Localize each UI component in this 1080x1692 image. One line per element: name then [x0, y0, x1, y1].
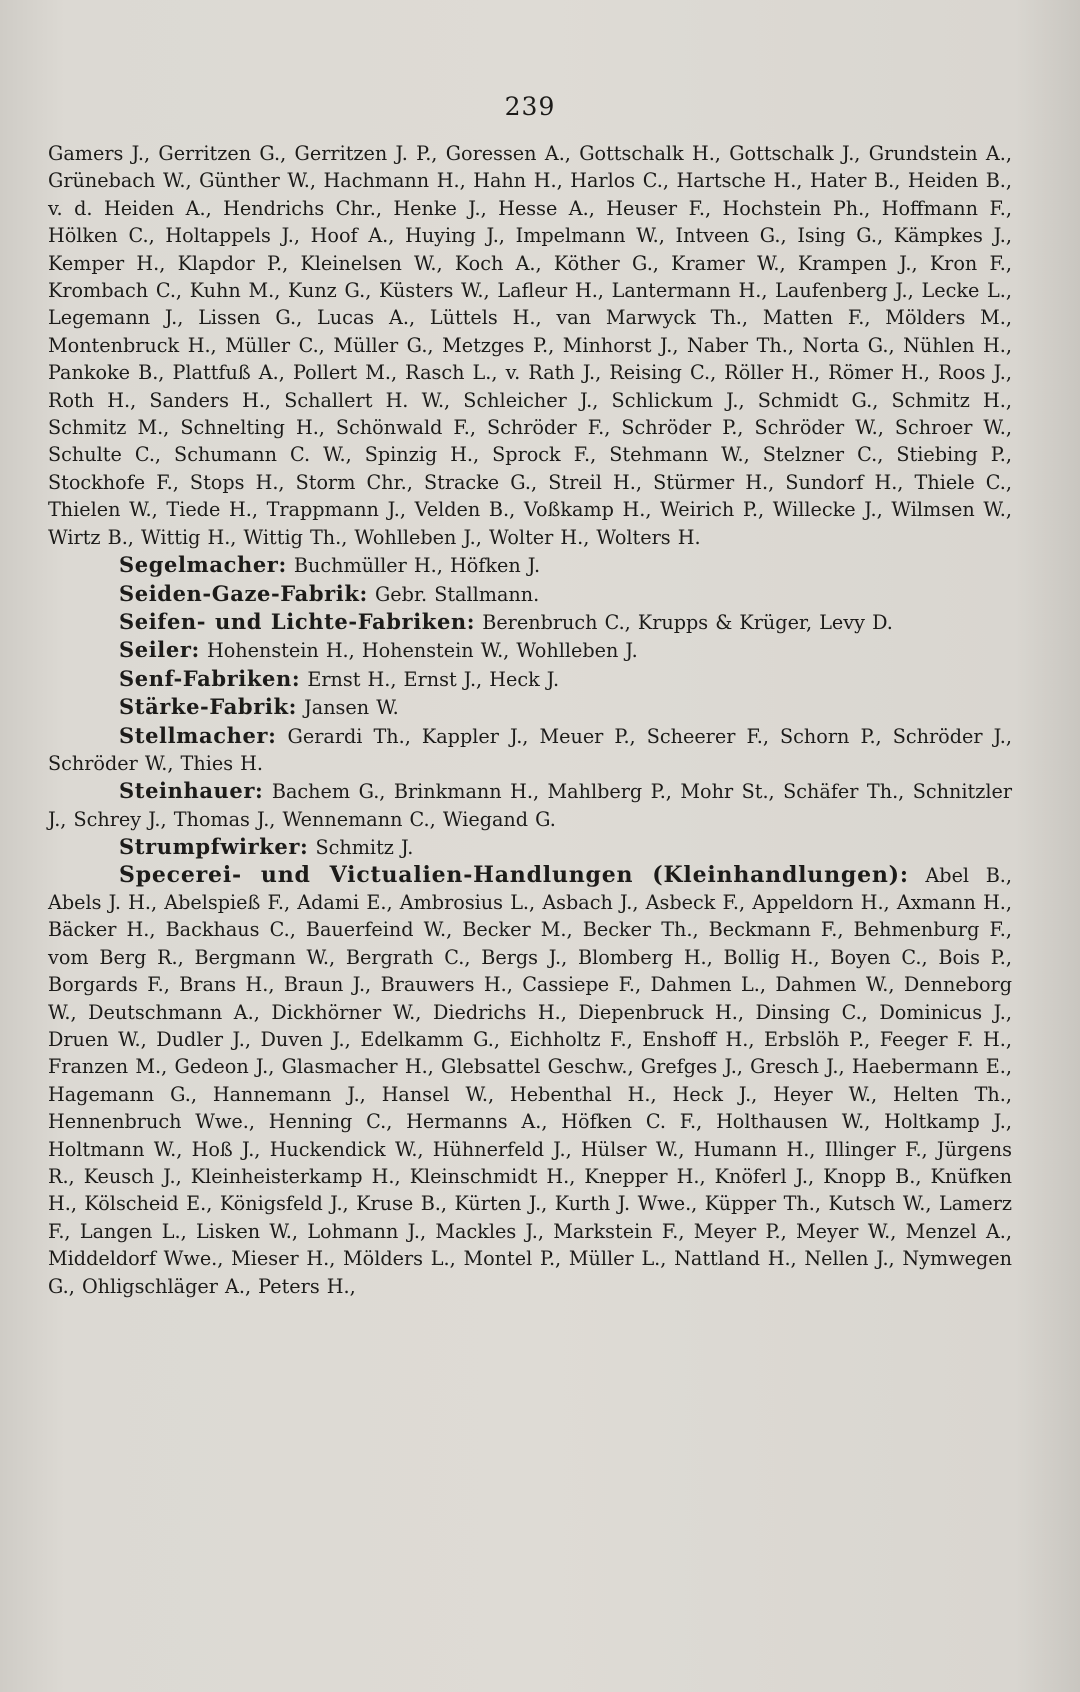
entry-text: Schmitz J. [308, 836, 414, 860]
trade-heading: Specerei- und Victualien-Handlungen (Kleinhandlungen): [119, 861, 909, 888]
trade-heading: Seiden-Gaze-Fabrik: [119, 580, 368, 606]
trade-entry-senf-fabriken [48, 665, 1012, 693]
entry-text: Gerardi Th., Kappler J., Meuer P., Scheerer F., Schorn P., Schröder J., Schröder W., Thies H. [48, 724, 1012, 775]
entry-text: Bachem G., Brinkmann H., Mahlberg P., Mohr St., Schäfer Th., Schnitzler J., Schrey J., Thomas J., Wennemann C., Wiegand G. [48, 780, 1012, 831]
entry-text: Gamers J., Gerritzen G., Gerritzen J. P., Goressen A., Gottschalk H., Gottschalk J., Grundstein A., Grünebach W., Günther W., Hachmann H., Hahn H., Harlos C., Hartsche H., Hater B., Heiden B., v. d. Heiden A., Hendrichs Chr., Henke J., Hesse A., Heuser F., Hochstein Ph., Hoffmann F., Hölken C., Holtappels J., Hoof A., Huying J., Impelmann W., Intveen G., Ising G., Kämpkes J., Kemper H., Klapdor P., Kleinelsen W., Koch A., Köther G., Kramer W., Krampen J., Kron F., Krombach C., Kuhn M., Kunz G., Küsters W., Lafleur H., Lantermann H., Laufenberg J., Lecke L., Legemann J., Lissen G., Lucas A., Lüttels H., van Marwyck Th., Matten F., Mölders M., Montenbruck H., Müller C., Müller G., Metzges P., Minhorst J., Naber Th., Norta G., Nühlen H., Pankoke B., Plattfuß A., Pollert M., Rasch L., v. Rath J., Reising C., Röller H., Römer H., Roos J., Roth H., Sanders H., Schallert H. W., Schleicher J., Schlickum J., Schmidt G., Schmitz H., Schmitz M., Schnelting H., Schönwald F., Schröder F., Schröder P., Schröder W., Schroer W., Schulte C., Schumann C. W., Spinzig H., Sprock F., Stehmann W., Stelzner C., Stiebing P., Stockhofe F., Stops H., Storm Chr., Stracke G., Streil H., Stürmer H., Sundorf H., Thiele C., Thielen W., Tiede H., Trappmann J., Velden B., Voßkamp H., Weirich P., Willecke J., Wilmsen W., Wirtz B., Wittig H., Wittig Th., Wohlleben J., Wolter H., Wolters H. [48, 142, 1012, 549]
entry-text: Abel B., Abels J. H., Abelspieß F., Adami E., Ambrosius L., Asbach J., Asbeck F., Appeldorn H., Axmann H., Bäcker H., Backhaus C., Bauerfeind W., Becker M., Becker Th., Beckmann F., Behmenburg F., vom Berg R., Bergmann W., Bergrath C., Bergs J., Blomberg H., Bollig H., Boyen C., Bois P., Borgards F., Brans H., Braun J., Brauwers H., Cassiepe F., Dahmen L., Dahmen W., Denneborg W., Deutschmann A., Dickhörner W., Diedrichs H., Diepenbruck H., Dinsing C., Dominicus J., Druen W., Dudler J., Duven J., Edelkamm G., Eichholtz F., Enshoff H., Erbslöh P., Feeger F. H., Franzen M., Gedeon J., Glasmacher H., Glebsattel Geschw., Grefges J., Gresch J., Haebermann E., Hagemann G., Hannemann J., Hansel W., Hebenthal H., Heck J., Heyer W., Helten Th., Hennenbruch Wwe., Henning C., Hermanns A., Höfken C. F., Holthausen W., Holtkamp J., Holtmann W., Hoß J., Huckendick W., Hühnerfeld J., Hülser W., Humann H., Illinger F., Jürgens R., Keusch J., Kleinheisterkamp H., Kleinschmidt H., Knepper H., Knöferl J., Knopp B., Knüfken H., Kölscheid E., Königsfeld J., Kruse B., Kürten J., Kurth J. Wwe., Küpper Th., Kutsch W., Lamerz F., Langen L., Lisken W., Lohmann J., Mackles J., Markstein F., Meyer P., Meyer W., Menzel A., Middeldorf Wwe., Mieser H., Mölders L., Montel P., Müller L., Nattland H., Nellen J., Nymwegen G., Ohligschläger A., Peters H., [48, 863, 1012, 1298]
entry-text: Ernst H., Ernst J., Heck J. [300, 667, 560, 691]
trade-entry-staerke-fabrik [48, 693, 1012, 721]
trade-heading: Seiler: [119, 637, 200, 663]
entry-text: Gebr. Stallmann. [367, 582, 540, 606]
trade-entry-strumpfwirker [48, 833, 1012, 861]
trade-entry-stellmacher [48, 722, 1012, 778]
trade-heading: Stellmacher: [119, 722, 277, 748]
trade-entry-segelmacher [48, 551, 1012, 579]
entry-text: Berenbruch C., Krupps & Krüger, Levy D. [475, 610, 893, 634]
trade-entry-steinhauer [48, 777, 1012, 833]
entry-text: Jansen W. [296, 696, 399, 720]
directory-text [48, 140, 1012, 1300]
trade-entry-seiler [48, 636, 1012, 664]
entry-text: Hohenstein H., Hohenstein W., Wohlleben J. [199, 639, 638, 663]
page-number: 239 [504, 92, 556, 121]
trade-heading: Senf-Fabriken: [119, 665, 301, 691]
trade-entry-seiden-gaze-fabrik [48, 580, 1012, 608]
trade-heading: Stärke-Fabrik: [119, 694, 297, 720]
trade-heading: Steinhauer: [119, 778, 264, 804]
entry-text: Buchmüller H., Höfken J. [286, 554, 541, 578]
trade-entry-seifen-lichte-fabriken [48, 608, 1012, 636]
trade-entry-specerei-handlungen [48, 862, 1012, 1301]
trade-heading: Strumpfwirker: [119, 834, 309, 860]
trade-heading: Segelmacher: [119, 552, 287, 578]
trade-heading: Seifen- und Lichte-Fabriken: [119, 608, 476, 634]
name-list-paragraph [48, 140, 1012, 551]
